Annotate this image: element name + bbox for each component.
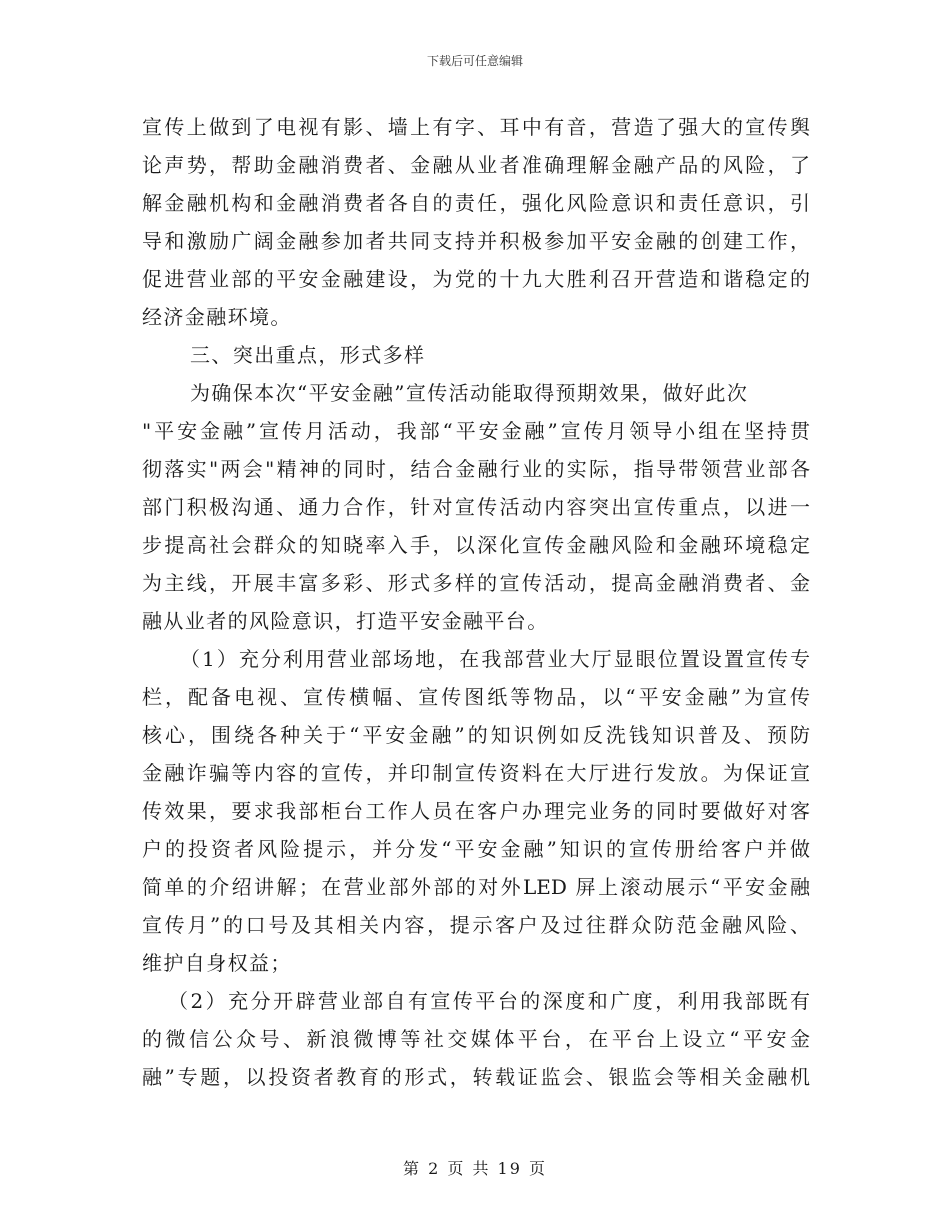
text-line: 步提高社会群众的知晓率入手，以深化宣传金融风险和金融环境稳定 <box>142 533 810 557</box>
text-line: 解金融机构和金融消费者各自的责任，强化风险意识和责任意识，引 <box>142 191 810 215</box>
text-line: 宣传上做到了电视有影、墙上有字、耳中有音，营造了强大的宣传舆 <box>142 115 810 139</box>
text-line: 户的投资者风险提示，并分发“平安金融”知识的宣传册给客户并做 <box>142 837 810 861</box>
text-line: 的微信公众号、新浪微博等社交媒体平台，在平台上设立“平安金 <box>142 1027 810 1051</box>
text-line: 导和激励广阔金融参加者共同支持并积极参加平安金融的创建工作， <box>142 229 810 253</box>
text-line: 传效果，要求我部柜台工作人员在客户办理完业务的同时要做好对客 <box>142 799 810 823</box>
text-line: 核心，围绕各种关于“平安金融”的知识例如反洗钱知识普及、预防 <box>142 723 810 747</box>
text-line: 促进营业部的平安金融建设，为党的十九大胜利召开营造和谐稳定的 <box>142 267 810 291</box>
document-body <box>142 108 810 1096</box>
text-line: 彻落实"两会"精神的同时，结合金融行业的实际，指导带领营业部各 <box>142 457 810 481</box>
text-line: 论声势，帮助金融消费者、金融从业者准确理解金融产品的风险，了 <box>142 153 810 177</box>
text-line: 简单的介绍讲解；在营业部外部的对外LED 屏上滚动展示“平安金融 <box>142 875 810 899</box>
text-line: 为主线，开展丰富多彩、形式多样的宣传活动，提高金融消费者、金 <box>142 571 810 595</box>
text-line: 栏，配备电视、宣传横幅、宣传图纸等物品，以“平安金融”为宣传 <box>142 685 810 709</box>
text-line: 为确保本次“平安金融”宣传活动能取得预期效果，做好此次 <box>190 381 749 405</box>
page-header-note: 下载后可任意编辑 <box>426 54 523 68</box>
text-line: 金融诈骗等内容的宣传，并印制宣传资料在大厅进行发放。为保证宣 <box>142 761 810 785</box>
text-line: （1）充分利用营业部场地，在我部营业大厅显眼位置设置宣传专 <box>180 647 810 671</box>
text-line: "平安金融”宣传月活动，我部“平安金融”宣传月领导小组在坚持贯 <box>142 419 810 443</box>
text-line: 经济金融环境。 <box>142 305 292 329</box>
text-line: 融”专题，以投资者教育的形式，转载证监会、银监会等相关金融机 <box>142 1065 810 1089</box>
text-line: 融从业者的风险意识，打造平安金融平台。 <box>142 609 549 633</box>
text-line: （2）充分开辟营业部自有宣传平台的深度和广度，利用我部既有 <box>168 989 810 1013</box>
text-line: 维护自身权益； <box>142 951 292 975</box>
text-line: 三、突出重点，形式多样 <box>190 343 426 367</box>
text-line: 宣传月”的口号及其相关内容，提示客户及过往群众防范金融风险、 <box>142 913 810 937</box>
text-line: 部门积极沟通、通力合作，针对宣传活动内容突出宣传重点，以进一 <box>142 495 810 519</box>
page-number: 第 2 页 共 19 页 <box>403 1159 547 1178</box>
